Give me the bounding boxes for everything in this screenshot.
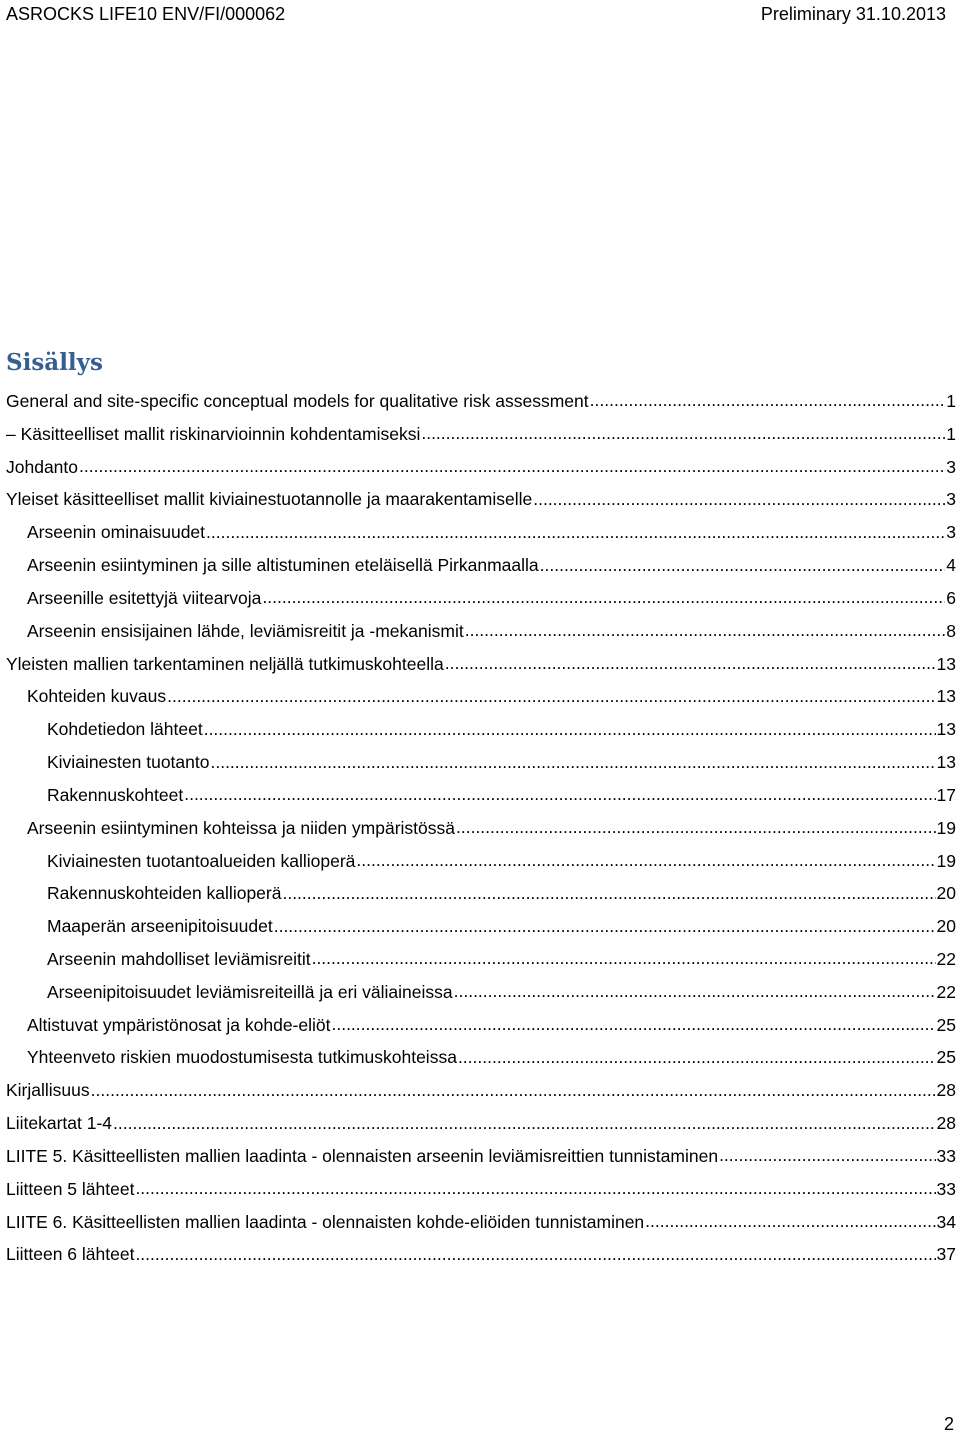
toc-entry-title: LIITE 5. Käsitteellisten mallien laadinta - olennaisten arseenin leviämisreittien tunnistaminen [6, 1145, 719, 1166]
toc-entry-page-number: 25 [936, 1047, 956, 1068]
toc-entry-title: Liitteen 5 lähteet [6, 1178, 135, 1199]
toc-entry-title: Arseenipitoisuudet leviämisreiteillä ja eri väliaineissa [47, 981, 453, 1002]
toc-entry[interactable] [6, 746, 956, 779]
toc-entry-page-number: 28 [936, 1080, 956, 1101]
toc-entry[interactable] [6, 582, 956, 615]
toc-entry-title: Yleisten mallien tarkentaminen neljällä tutkimuskohteella [6, 653, 444, 674]
toc-entry-title: Altistuvat ympäristönosat ja kohde-eliöt [27, 1014, 331, 1035]
toc-dot-leader [206, 523, 945, 543]
toc-entry[interactable] [6, 713, 956, 746]
toc-entry-page-number: 13 [936, 686, 956, 707]
toc-entry[interactable] [6, 1239, 956, 1272]
toc-entry[interactable] [6, 1206, 956, 1239]
toc-entry[interactable] [6, 976, 956, 1009]
toc-entry-title: Kiviainesten tuotanto [47, 752, 210, 773]
toc-dot-leader [421, 424, 945, 444]
toc-entry-page-number: 20 [936, 916, 956, 937]
toc-entry-title: Kiviainesten tuotantoalueiden kallioperä [47, 850, 356, 871]
toc-dot-leader [465, 621, 946, 641]
header-project-code: ASROCKS LIFE10 ENV/FI/000062 [6, 4, 286, 24]
toc-entry-title: Rakennuskohteiden kallioperä [47, 883, 282, 904]
toc-entry[interactable] [6, 845, 956, 878]
toc-entry-title: Arseenin esiintyminen ja sille altistuminen eteläisellä Pirkanmaalla [27, 555, 539, 576]
toc-dot-leader [540, 556, 946, 576]
toc-entry-page-number: 3 [946, 489, 956, 510]
header-date: Preliminary 31.10.2013 [760, 4, 946, 24]
toc-entry[interactable] [6, 812, 956, 845]
toc-entry-page-number: 6 [946, 587, 956, 608]
toc-entry-page-number: 17 [936, 784, 956, 805]
toc-entry[interactable] [6, 451, 956, 484]
toc-entry-page-number: 22 [936, 981, 956, 1002]
toc-dot-leader [312, 949, 936, 969]
toc-entry-title: LIITE 6. Käsitteellisten mallien laadinta - olennaisten kohde-eliöiden tunnistaminen [6, 1211, 645, 1232]
toc-entry-title: Kohdetiedon lähteet [47, 719, 203, 740]
toc-entry-title: Johdanto [6, 456, 79, 477]
toc-entry-page-number: 13 [936, 752, 956, 773]
toc-entry-title: Yhteenveto riskien muodostumisesta tutkimuskohteissa [27, 1047, 457, 1068]
toc-entry-title: General and site-specific conceptual models for qualitative risk assessment [6, 390, 589, 411]
toc-entry[interactable] [6, 1074, 956, 1107]
toc-dot-leader [282, 884, 935, 904]
toc-dot-leader [262, 588, 945, 608]
toc-entry-page-number: 33 [936, 1178, 956, 1199]
toc-dot-leader [79, 457, 945, 477]
toc-entry-title: Arseenille esitettyjä viitearvoja [27, 587, 262, 608]
toc-entry-page-number: 28 [936, 1113, 956, 1134]
toc-entry[interactable] [6, 1173, 956, 1206]
toc-entry-title: Arseenin esiintyminen kohteissa ja niiden ympäristössä [27, 817, 455, 838]
toc-entry[interactable] [6, 615, 956, 648]
toc-dot-leader [719, 1146, 935, 1166]
toc-dot-leader [210, 753, 935, 773]
toc-entry[interactable] [6, 1042, 956, 1075]
toc-entry-page-number: 1 [946, 390, 956, 411]
toc-title: Sisällys [6, 349, 103, 376]
toc-entry[interactable] [6, 1140, 956, 1173]
toc-entry[interactable] [6, 516, 956, 549]
toc-dot-leader [135, 1179, 935, 1199]
toc-entry-page-number: 8 [946, 620, 956, 641]
toc-entry[interactable] [6, 1009, 956, 1042]
toc-entry[interactable] [6, 943, 956, 976]
toc-entry-title: Arseenin mahdolliset leviämisreitit [47, 948, 311, 969]
page-header [6, 2, 954, 26]
toc-entry-title: Rakennuskohteet [47, 784, 184, 805]
toc-dot-leader [184, 785, 935, 805]
page-number: 2 [943, 1414, 954, 1434]
toc-dot-leader [445, 654, 936, 674]
toc-entry-title: – Käsitteelliset mallit riskinarvioinnin kohdentamiseksi [6, 423, 421, 444]
toc-entry-page-number: 1 [946, 423, 956, 444]
toc-entry[interactable] [6, 648, 956, 681]
toc-entry-page-number: 3 [946, 456, 956, 477]
toc-dot-leader [590, 391, 946, 411]
toc-dot-leader [113, 1114, 936, 1134]
toc-dot-leader [135, 1245, 935, 1265]
toc-dot-leader [533, 490, 945, 510]
toc-dot-leader [331, 1015, 935, 1035]
toc-entry-page-number: 13 [936, 653, 956, 674]
toc-entry[interactable] [6, 483, 956, 516]
toc-entry[interactable] [6, 385, 956, 418]
toc-entry-title: Yleiset käsitteelliset mallit kiviainestuotannolle ja maarakentamiselle [6, 489, 533, 510]
toc-entry-title: Kohteiden kuvaus [27, 686, 167, 707]
toc-entry[interactable] [6, 779, 956, 812]
toc-entry-page-number: 4 [946, 555, 956, 576]
toc-entry-page-number: 3 [946, 522, 956, 543]
toc-entry[interactable] [6, 877, 956, 910]
toc-entry-title: Arseenin ensisijainen lähde, leviämisreitit ja -mekanismit [27, 620, 464, 641]
toc-entry-title: Arseenin ominaisuudet [27, 522, 206, 543]
toc-entry-page-number: 33 [936, 1145, 956, 1166]
toc-dot-leader [204, 720, 936, 740]
toc-entry-page-number: 25 [936, 1014, 956, 1035]
toc-dot-leader [356, 851, 935, 871]
toc-entry-page-number: 34 [936, 1211, 956, 1232]
toc-entry[interactable] [6, 680, 956, 713]
toc-dot-leader [456, 818, 936, 838]
toc-entry-title: Liitteen 6 lähteet [6, 1244, 135, 1265]
toc-dot-leader [645, 1212, 935, 1232]
toc-entry-title: Liitekartat 1-4 [6, 1113, 113, 1134]
toc-entry-page-number: 22 [936, 948, 956, 969]
toc-entry-title: Kirjallisuus [6, 1080, 90, 1101]
toc-entry[interactable] [6, 1107, 956, 1140]
table-of-contents [6, 385, 956, 1271]
toc-entry[interactable] [6, 910, 956, 943]
toc-entry-page-number: 20 [936, 883, 956, 904]
toc-dot-leader [454, 982, 936, 1002]
toc-entry[interactable] [6, 549, 956, 582]
toc-dot-leader [458, 1048, 936, 1068]
toc-dot-leader [274, 917, 936, 937]
toc-dot-leader [167, 687, 935, 707]
toc-dot-leader [91, 1081, 936, 1101]
toc-entry-page-number: 13 [936, 719, 956, 740]
toc-entry[interactable] [6, 418, 956, 451]
toc-entry-page-number: 19 [936, 850, 956, 871]
toc-entry-page-number: 19 [936, 817, 956, 838]
toc-entry-title: Maaperän arseenipitoisuudet [47, 916, 273, 937]
toc-entry-page-number: 37 [936, 1244, 956, 1265]
